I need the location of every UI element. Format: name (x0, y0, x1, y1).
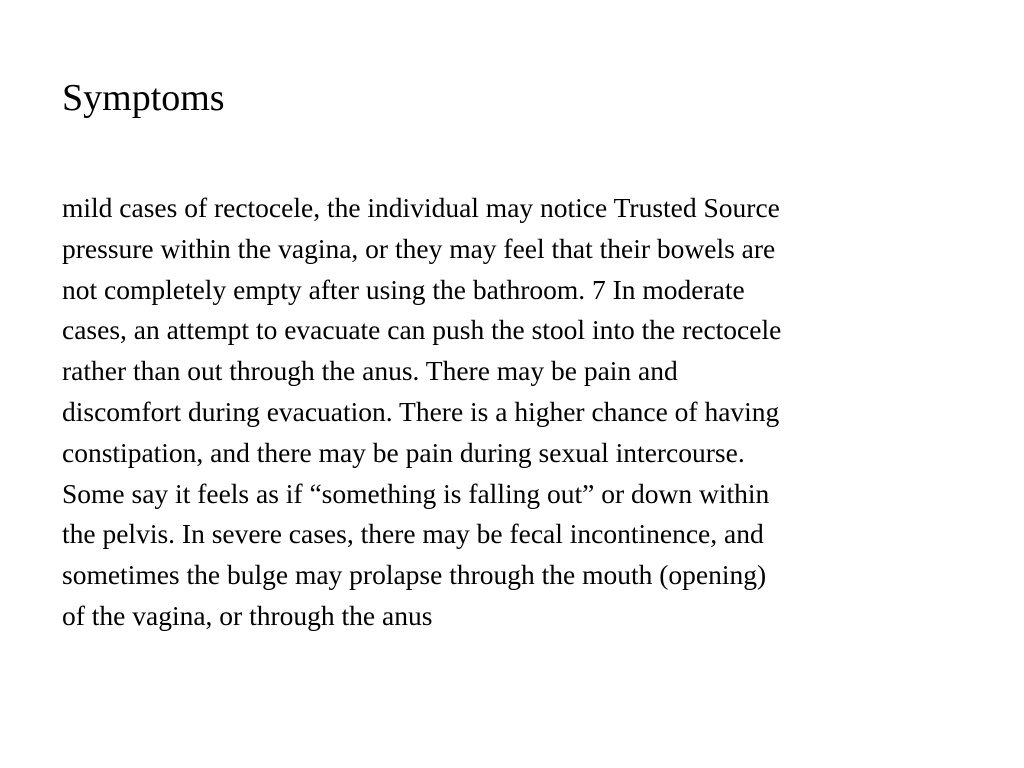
body-line: discomfort during evacuation. There is a higher chance of having (62, 395, 780, 427)
body-line: rather than out through the anus. There may be pain and (62, 355, 678, 387)
body-line: constipation, and there may be pain during sexual intercourse. (62, 436, 745, 468)
body-line: pressure within the vagina, or they may feel that their bowels are (62, 232, 776, 264)
body-line: not completely empty after using the bathroom. 7 In moderate (62, 273, 745, 305)
body-line: of the vagina, or through the anus (62, 599, 433, 631)
body-line: Some say it feels as if “something is falling out” or down within (62, 477, 770, 509)
slide-title: Symptoms (62, 77, 225, 119)
slide-body-text (62, 188, 962, 637)
body-line: sometimes the bulge may prolapse through the mouth (opening) (62, 559, 767, 591)
body-line: mild cases of rectocele, the individual may notice Trusted Source (62, 192, 780, 223)
body-line: the pelvis. In severe cases, there may be fecal incontinence, and (62, 518, 764, 550)
body-line: cases, an attempt to evacuate can push the stool into the rectocele (62, 314, 782, 346)
